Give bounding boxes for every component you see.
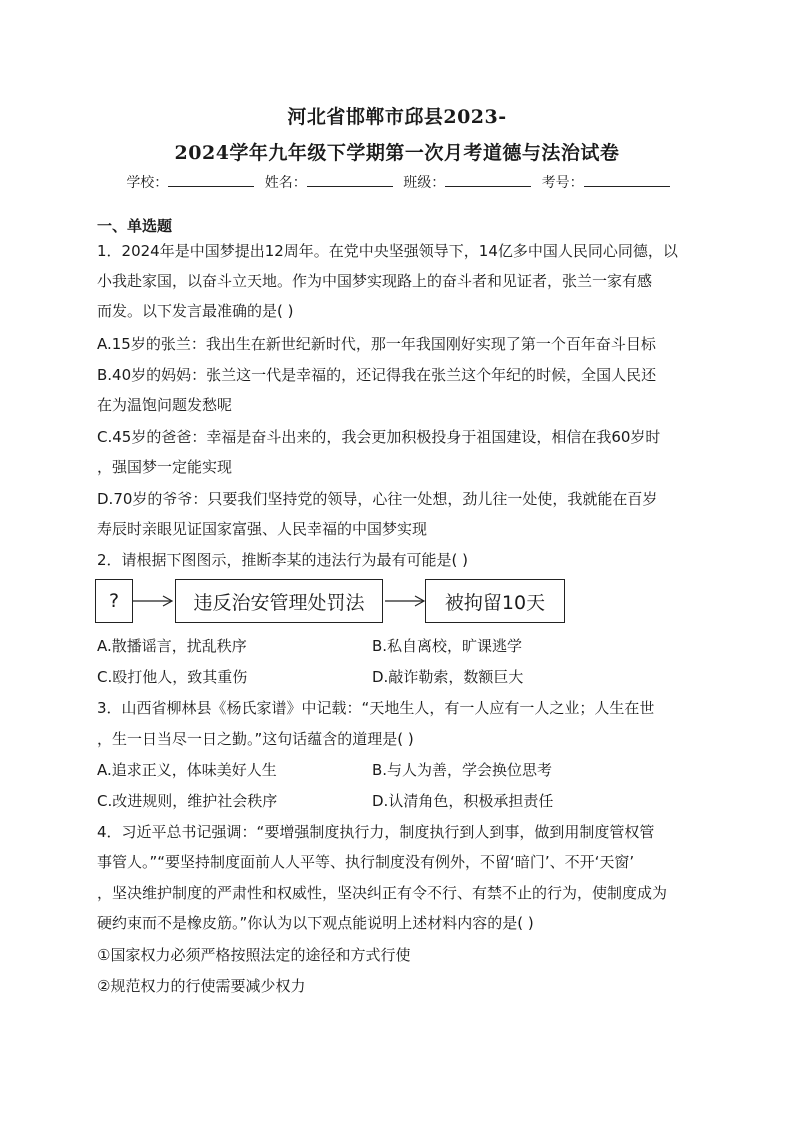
q3-option-d[interactable]: D.认清角色，积极承担责任 <box>372 792 554 810</box>
q2-stem: 2．请根据下图图示，推断李某的违法行为最有可能是( ) <box>97 551 469 569</box>
q4-statement-2: ②规范权力的行使需要减少权力 <box>97 977 306 995</box>
q2-option-c[interactable]: C.殴打他人，致其重伤 <box>97 668 248 686</box>
q3-option-a[interactable]: A.追求正义，体味美好人生 <box>97 761 277 779</box>
student-info-row <box>0 172 794 192</box>
exam-number-label: 考号： <box>541 175 584 191</box>
q3-stem-line: ，生一日当尽一日之勤。”这句话蕴含的道理是( ) <box>97 730 414 748</box>
exam-title-line1: 河北省邯郸市邱县2023- <box>287 106 507 128</box>
class-blank[interactable] <box>445 174 531 187</box>
q4-stem-line: ，坚决维护制度的严肃性和权威性，坚决纠正有令不行、有禁不止的行为，使制度成为 <box>97 884 668 902</box>
q1-option-d[interactable]: D.70岁的爷爷：只要我们坚持党的领导，心往一处想，劲儿往一处使，我就能在百岁 <box>97 490 658 508</box>
q3-option-b[interactable]: B.与人为善，学会换位思考 <box>372 761 553 779</box>
q1-stem-line: 小我赴家国，以奋斗立天地。作为中国梦实现路上的奋斗者和见证者，张兰一家有感 <box>97 272 653 290</box>
q2-option-d[interactable]: D.敲诈勒索，数额巨大 <box>372 668 524 686</box>
flow-arrow-icon <box>133 593 175 609</box>
q1-stem-line: 而发。以下发言最准确的是( ) <box>97 302 294 320</box>
q3-stem-line: 3．山西省柳林县《杨氏家谱》中记载：“天地生人，有一人应有一人之业；人生在世 <box>97 699 655 717</box>
q2-flow-diagram <box>95 579 575 625</box>
exam-title-line2: 2024学年九年级下学期第一次月考道德与法治试卷 <box>174 142 620 164</box>
q1-option-d-cont: 寿辰时亲眼见证国家富强、人民幸福的中国梦实现 <box>97 520 428 538</box>
q1-option-c-cont: ，强国梦一定能实现 <box>97 458 233 476</box>
q4-stem-line: 硬约束而不是橡皮筋。”你认为以下观点能说明上述材料内容的是( ) <box>97 914 534 932</box>
q1-option-a[interactable]: A.15岁的张兰：我出生在新世纪新时代，那一年我国刚好实现了第一个百年奋斗目标 <box>97 335 656 353</box>
school-blank[interactable] <box>168 174 254 187</box>
q1-option-b-cont: 在为温饱问题发愁呢 <box>97 396 233 414</box>
section-title: 一、单选题 <box>97 217 173 235</box>
name-blank[interactable] <box>307 174 393 187</box>
flow-arrow-icon <box>385 593 427 609</box>
school-label: 学校： <box>126 175 169 191</box>
flow-box-violation: 违反治安管理处罚法 <box>175 579 383 623</box>
flow-box-unknown: ? <box>95 579 133 623</box>
q3-option-c[interactable]: C.改进规则，维护社会秩序 <box>97 792 278 810</box>
class-label: 班级： <box>403 175 446 191</box>
q4-stem-line: 4．习近平总书记强调：“要增强制度执行力，制度执行到人到事，做到用制度管权管 <box>97 823 655 841</box>
q4-stem-line: 事管人。”“要坚持制度面前人人平等、执行制度没有例外，不留‘暗门’、不开‘天窗’ <box>97 853 635 871</box>
exam-number-blank[interactable] <box>584 174 670 187</box>
q1-option-c[interactable]: C.45岁的爸爸：幸福是奋斗出来的，我会更加积极投身于祖国建设，相信在我60岁时 <box>97 428 661 446</box>
q4-statement-1: ①国家权力必须严格按照法定的途径和方式行使 <box>97 946 411 964</box>
name-label: 姓名： <box>264 175 307 191</box>
q2-option-a[interactable]: A.散播谣言，扰乱秩序 <box>97 637 247 655</box>
q1-option-b[interactable]: B.40岁的妈妈：张兰这一代是幸福的，还记得我在张兰这个年纪的时候，全国人民还 <box>97 366 657 384</box>
q2-option-b[interactable]: B.私自离校，旷课逃学 <box>372 637 523 655</box>
q1-stem-line: 1．2024年是中国梦提出12周年。在党中央坚强领导下，14亿多中国人民同心同德，以 <box>97 242 678 260</box>
flow-box-detention: 被拘留10天 <box>425 579 565 623</box>
